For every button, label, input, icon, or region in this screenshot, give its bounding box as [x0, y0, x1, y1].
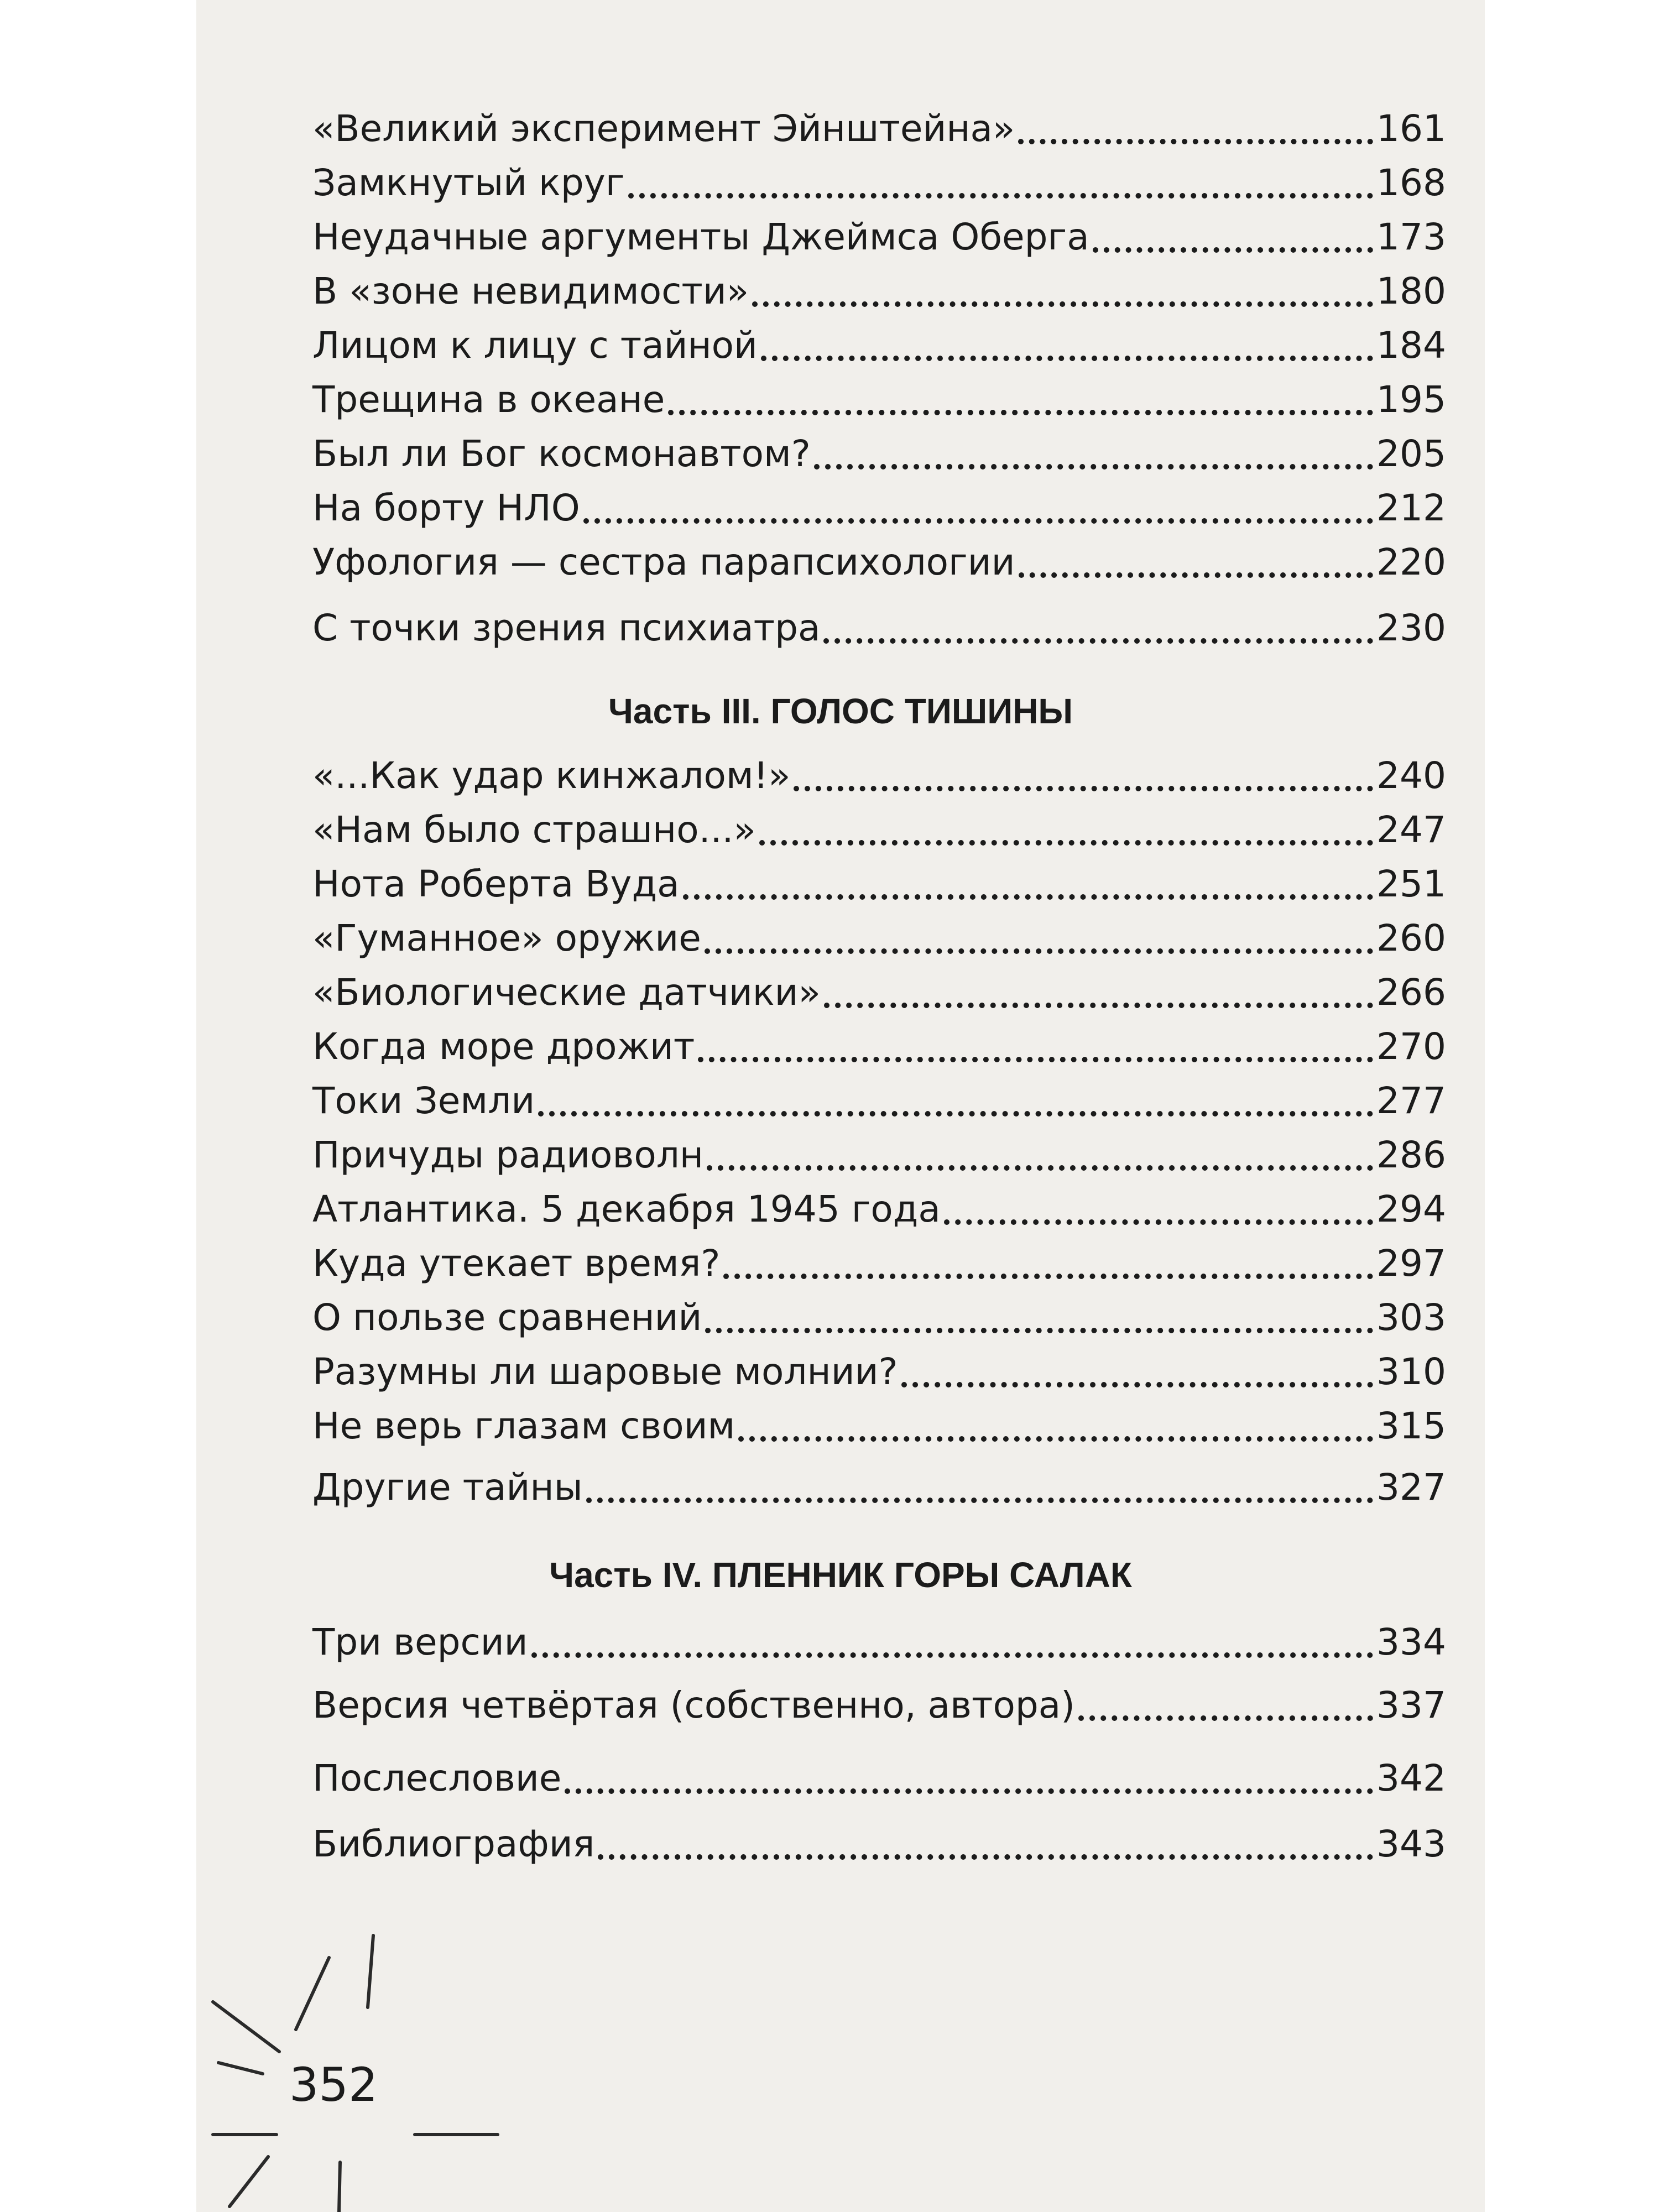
toc-entry	[312, 156, 1446, 210]
toc-entry-page: 270	[1376, 1025, 1446, 1068]
dot-leader	[814, 464, 1373, 469]
toc-entry	[312, 1020, 1446, 1073]
toc-entry-title: Причуды радиоволн	[312, 1134, 704, 1176]
toc-entry-title: Разумны ли шаровые молнии?	[312, 1350, 898, 1393]
dot-leader	[794, 786, 1373, 791]
toc-entry-title: Замкнутый круг	[312, 161, 625, 204]
toc-entry	[312, 1461, 1446, 1514]
dot-leader	[628, 193, 1373, 199]
toc-entry-page: 212	[1376, 487, 1446, 529]
toc-entry-title: Не верь глазам своим	[312, 1405, 735, 1447]
toc-entry-page: 315	[1376, 1405, 1446, 1447]
toc-entry	[312, 1679, 1446, 1732]
sunburst-ornament-icon	[196, 1825, 583, 2212]
dot-leader	[705, 948, 1373, 954]
part-heading: Часть III. ГОЛОС ТИШИНЫ	[608, 691, 1073, 731]
dot-leader	[1019, 572, 1374, 578]
toc-entry-title: «Великий эксперимент Эйнштейна»	[312, 107, 1015, 150]
dot-leader	[752, 301, 1373, 307]
toc-entry	[312, 427, 1446, 481]
dot-leader	[901, 1382, 1374, 1387]
toc-entry-title: Другие тайны	[312, 1466, 583, 1509]
toc-entry-title: Три версии	[312, 1621, 528, 1663]
dot-leader	[707, 1165, 1373, 1171]
toc-entry-page: 260	[1376, 917, 1446, 959]
dot-leader	[1078, 1715, 1373, 1721]
toc-entry-page: 240	[1376, 754, 1446, 797]
toc-entry-page: 184	[1376, 324, 1446, 367]
toc-entry-page: 343	[1376, 1823, 1446, 1865]
toc-entry-page: 205	[1376, 432, 1446, 475]
toc-entry-title: В «зоне невидимости»	[312, 270, 749, 312]
dot-leader	[583, 518, 1373, 524]
part-heading: Часть IV. ПЛЕННИК ГОРЫ САЛАК	[549, 1555, 1132, 1595]
toc-entry-title: Трещина в океане	[312, 378, 665, 421]
dot-leader	[759, 840, 1373, 846]
toc-entry-title: На борту НЛО	[312, 487, 580, 529]
toc-entry	[312, 1616, 1446, 1669]
toc-entry-page: 161	[1376, 107, 1446, 150]
toc-entry-page: 251	[1376, 863, 1446, 905]
page-number: 352	[289, 2058, 378, 2112]
toc-entry	[312, 858, 1446, 911]
toc-entry	[312, 373, 1446, 426]
toc-entry-title: Был ли Бог космонавтом?	[312, 432, 811, 475]
dot-leader	[565, 1788, 1373, 1794]
dot-leader	[705, 1328, 1373, 1333]
toc-entry	[312, 482, 1446, 535]
toc-entry	[312, 265, 1446, 318]
dot-leader	[598, 1854, 1373, 1860]
toc-entry	[312, 536, 1446, 589]
toc-entry-title: Атлантика. 5 декабря 1945 года	[312, 1188, 941, 1230]
dot-leader	[823, 638, 1373, 644]
book-page	[196, 0, 1485, 2212]
toc-entry	[312, 211, 1446, 264]
toc-entry-title: Версия четвёртая (собственно, автора)	[312, 1684, 1075, 1726]
toc-entry-page: 286	[1376, 1134, 1446, 1176]
toc-entry-page: 230	[1376, 607, 1446, 649]
toc-entry-page: 266	[1376, 971, 1446, 1014]
toc-entry-page: 294	[1376, 1188, 1446, 1230]
dot-leader	[761, 356, 1373, 361]
toc-entry-page: 173	[1376, 216, 1446, 258]
toc-entry	[312, 1183, 1446, 1236]
toc-entry	[312, 1400, 1446, 1453]
toc-entry-title: С точки зрения психиатра	[312, 607, 821, 649]
dot-leader	[698, 1057, 1373, 1062]
toc-entry-title: Уфология — сестра парапсихологии	[312, 541, 1015, 583]
dot-leader	[538, 1111, 1373, 1117]
toc-entry-page: 220	[1376, 541, 1446, 583]
toc-entry-page: 168	[1376, 161, 1446, 204]
toc-entry	[312, 1129, 1446, 1182]
toc-entry	[312, 1291, 1446, 1344]
toc-entry-page: 342	[1376, 1757, 1446, 1799]
toc-entry-title: Послесловие	[312, 1757, 562, 1799]
dot-leader	[683, 894, 1373, 900]
toc-entry-title: «Нам было страшно...»	[312, 808, 756, 851]
toc-entry-title: «Гуманное» оружие	[312, 917, 701, 959]
toc-entry	[312, 912, 1446, 965]
toc-entry	[312, 1074, 1446, 1128]
toc-entry	[312, 319, 1446, 372]
dot-leader	[824, 1003, 1373, 1008]
toc-entry-title: Когда море дрожит	[312, 1025, 695, 1068]
dot-leader	[738, 1436, 1373, 1442]
toc-entry	[312, 1237, 1446, 1290]
dot-leader	[668, 410, 1373, 415]
toc-entry-page: 297	[1376, 1242, 1446, 1285]
toc-entry-title: Неудачные аргументы Джеймса Оберга	[312, 216, 1089, 258]
toc-entry-page: 195	[1376, 378, 1446, 421]
toc-entry-title: Куда утекает время?	[312, 1242, 721, 1285]
toc-entry-page: 180	[1376, 270, 1446, 312]
toc-entry-page: 327	[1376, 1466, 1446, 1509]
dot-leader	[586, 1498, 1373, 1503]
toc-entry-page: 310	[1376, 1350, 1446, 1393]
toc-entry	[312, 749, 1446, 802]
toc-entry-title: Библиография	[312, 1823, 595, 1865]
toc-entry-page: 247	[1376, 808, 1446, 851]
dot-leader	[723, 1274, 1373, 1279]
toc-entry-page: 337	[1376, 1684, 1446, 1726]
dot-leader	[944, 1219, 1373, 1225]
toc-entry-page: 334	[1376, 1621, 1446, 1663]
toc-entry-page: 303	[1376, 1296, 1446, 1339]
toc-entry-title: Токи Земли	[312, 1079, 535, 1122]
toc-entry	[312, 1345, 1446, 1399]
toc-entry-title: «Биологические датчики»	[312, 971, 821, 1014]
dot-leader	[531, 1652, 1373, 1658]
toc-entry	[312, 966, 1446, 1019]
toc-entry	[312, 804, 1446, 857]
toc-entry-title: Лицом к лицу с тайной	[312, 324, 758, 367]
toc-entry-page: 277	[1376, 1079, 1446, 1122]
toc-entry	[312, 102, 1446, 155]
dot-leader	[1093, 247, 1373, 253]
toc-entry-title: Нота Роберта Вуда	[312, 863, 680, 905]
dot-leader	[1018, 139, 1373, 144]
toc-entry	[312, 1752, 1446, 1805]
toc-entry-title: «...Как удар кинжалом!»	[312, 754, 791, 797]
toc-entry-title: О пользе сравнений	[312, 1296, 702, 1339]
toc-entry	[312, 602, 1446, 655]
